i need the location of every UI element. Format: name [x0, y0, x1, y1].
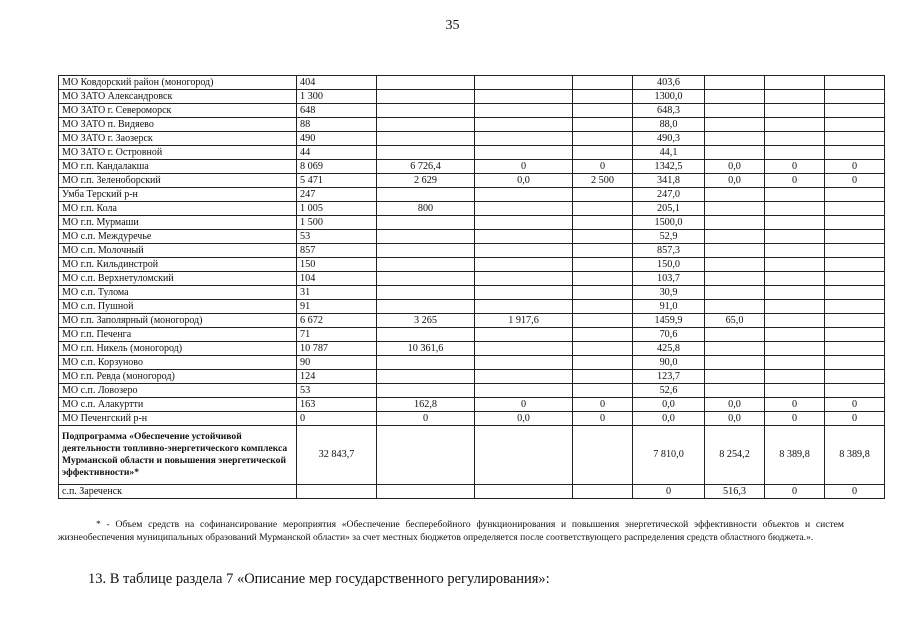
- value-cell-c3: [475, 188, 573, 202]
- value-cell-c8: [825, 328, 885, 342]
- value-cell-c2: [377, 356, 475, 370]
- table-row: [59, 342, 885, 356]
- value-cell-c6: 0,0: [705, 412, 765, 426]
- value-cell-c1: 8 069: [297, 160, 377, 174]
- value-cell-c3: [475, 132, 573, 146]
- value-cell-c5: 1342,5: [633, 160, 705, 174]
- value-cell-c2: [377, 370, 475, 384]
- value-cell-c1: 44: [297, 146, 377, 160]
- section-heading: 13. В таблице раздела 7 «Описание мер государственного регулирования»:: [88, 571, 550, 587]
- value-cell-c4: [573, 90, 633, 104]
- value-cell-c4: [573, 370, 633, 384]
- value-cell-c3: [475, 356, 573, 370]
- value-cell-c5: 123,7: [633, 370, 705, 384]
- value-cell-c6: [705, 216, 765, 230]
- value-cell-c1: 32 843,7: [297, 426, 377, 485]
- row-name-cell: МО с.п. Верхнетуломский: [59, 272, 297, 286]
- value-cell-c7: [765, 342, 825, 356]
- value-cell-c5: 52,9: [633, 230, 705, 244]
- value-cell-c8: [825, 356, 885, 370]
- value-cell-c1: 247: [297, 188, 377, 202]
- row-name-cell: МО ЗАТО г. Североморск: [59, 104, 297, 118]
- value-cell-c8: [825, 370, 885, 384]
- table-row: [59, 300, 885, 314]
- value-cell-c6: 65,0: [705, 314, 765, 328]
- value-cell-c5: 1300,0: [633, 90, 705, 104]
- value-cell-c4: [573, 342, 633, 356]
- row-name-cell: МО ЗАТО г. Островной: [59, 146, 297, 160]
- value-cell-c3: [475, 146, 573, 160]
- value-cell-c8: [825, 244, 885, 258]
- row-name-cell: МО с.п. Пушной: [59, 300, 297, 314]
- value-cell-c8: 0: [825, 160, 885, 174]
- table-row: [59, 356, 885, 370]
- value-cell-c5: 91,0: [633, 300, 705, 314]
- value-cell-c3: 1 917,6: [475, 314, 573, 328]
- table-row: [59, 370, 885, 384]
- value-cell-c8: 0: [825, 412, 885, 426]
- value-cell-c4: [573, 356, 633, 370]
- table-body: [59, 76, 885, 499]
- value-cell-c2: [377, 384, 475, 398]
- value-cell-c2: 162,8: [377, 398, 475, 412]
- row-name-cell: МО ЗАТО Александровск: [59, 90, 297, 104]
- value-cell-c1: 124: [297, 370, 377, 384]
- value-cell-c2: 6 726,4: [377, 160, 475, 174]
- row-name-cell: МО г.п. Печенга: [59, 328, 297, 342]
- row-name-cell: МО г.п. Кильдинстрой: [59, 258, 297, 272]
- value-cell-c4: [573, 188, 633, 202]
- value-cell-c1: 53: [297, 230, 377, 244]
- value-cell-c5: 7 810,0: [633, 426, 705, 485]
- value-cell-c2: 800: [377, 202, 475, 216]
- value-cell-c2: [377, 328, 475, 342]
- value-cell-c2: [377, 132, 475, 146]
- value-cell-c5: 425,8: [633, 342, 705, 356]
- table-row: [59, 90, 885, 104]
- value-cell-c4: [573, 426, 633, 485]
- row-name-cell: Подпрограмма «Обеспечение устойчивой деятельности топливно-энергетического комплекса Мурманской области и повышения энергетической эффективности»*: [59, 426, 297, 485]
- table-row: [59, 146, 885, 160]
- value-cell-c6: 0,0: [705, 398, 765, 412]
- row-name-cell: МО г.п. Никель (моногород): [59, 342, 297, 356]
- value-cell-c7: [765, 328, 825, 342]
- value-cell-c5: 70,6: [633, 328, 705, 342]
- value-cell-c6: 516,3: [705, 485, 765, 499]
- value-cell-c1: 104: [297, 272, 377, 286]
- table-row: [59, 258, 885, 272]
- row-name-cell: МО с.п. Междуречье: [59, 230, 297, 244]
- value-cell-c6: [705, 356, 765, 370]
- value-cell-c1: 53: [297, 384, 377, 398]
- value-cell-c3: [475, 104, 573, 118]
- value-cell-c6: [705, 258, 765, 272]
- value-cell-c2: 3 265: [377, 314, 475, 328]
- value-cell-c7: [765, 244, 825, 258]
- value-cell-c1: 0: [297, 412, 377, 426]
- value-cell-c5: 205,1: [633, 202, 705, 216]
- value-cell-c6: [705, 132, 765, 146]
- value-cell-c4: [573, 216, 633, 230]
- value-cell-c3: [475, 258, 573, 272]
- value-cell-c5: 490,3: [633, 132, 705, 146]
- row-name-cell: МО с.п. Тулома: [59, 286, 297, 300]
- value-cell-c1: 5 471: [297, 174, 377, 188]
- value-cell-c6: [705, 202, 765, 216]
- value-cell-c2: [377, 426, 475, 485]
- value-cell-c5: 90,0: [633, 356, 705, 370]
- value-cell-c3: [475, 286, 573, 300]
- value-cell-c8: [825, 118, 885, 132]
- value-cell-c1: 31: [297, 286, 377, 300]
- row-name-cell: МО г.п. Мурмаши: [59, 216, 297, 230]
- table-row: [59, 426, 885, 485]
- value-cell-c8: [825, 202, 885, 216]
- value-cell-c4: [573, 384, 633, 398]
- value-cell-c8: [825, 384, 885, 398]
- row-name-cell: МО г.п. Зеленоборский: [59, 174, 297, 188]
- value-cell-c1: 91: [297, 300, 377, 314]
- value-cell-c1: 1 005: [297, 202, 377, 216]
- value-cell-c2: [377, 90, 475, 104]
- row-name-cell: МО г.п. Кола: [59, 202, 297, 216]
- value-cell-c2: [377, 230, 475, 244]
- value-cell-c4: [573, 230, 633, 244]
- value-cell-c3: [475, 118, 573, 132]
- value-cell-c5: 0,0: [633, 412, 705, 426]
- value-cell-c6: [705, 272, 765, 286]
- value-cell-c4: [573, 76, 633, 90]
- row-name-cell: МО с.п. Корзуново: [59, 356, 297, 370]
- value-cell-c5: 403,6: [633, 76, 705, 90]
- value-cell-c8: [825, 286, 885, 300]
- value-cell-c7: [765, 104, 825, 118]
- value-cell-c2: [377, 216, 475, 230]
- value-cell-c4: [573, 132, 633, 146]
- value-cell-c3: 0: [475, 160, 573, 174]
- value-cell-c5: 44,1: [633, 146, 705, 160]
- value-cell-c6: [705, 244, 765, 258]
- value-cell-c5: 857,3: [633, 244, 705, 258]
- value-cell-c8: [825, 90, 885, 104]
- value-cell-c4: 0: [573, 412, 633, 426]
- value-cell-c4: [573, 202, 633, 216]
- value-cell-c1: 404: [297, 76, 377, 90]
- value-cell-c3: [475, 384, 573, 398]
- value-cell-c6: [705, 328, 765, 342]
- value-cell-c7: 0: [765, 398, 825, 412]
- value-cell-c6: 8 254,2: [705, 426, 765, 485]
- value-cell-c6: [705, 300, 765, 314]
- value-cell-c7: [765, 118, 825, 132]
- value-cell-c7: [765, 300, 825, 314]
- value-cell-c2: [377, 485, 475, 499]
- table-row: [59, 216, 885, 230]
- value-cell-c8: [825, 272, 885, 286]
- value-cell-c7: [765, 216, 825, 230]
- value-cell-c7: [765, 76, 825, 90]
- value-cell-c6: [705, 342, 765, 356]
- value-cell-c7: 0: [765, 485, 825, 499]
- value-cell-c5: 0,0: [633, 398, 705, 412]
- value-cell-c7: [765, 314, 825, 328]
- value-cell-c8: [825, 104, 885, 118]
- value-cell-c1: 857: [297, 244, 377, 258]
- value-cell-c2: [377, 244, 475, 258]
- value-cell-c8: [825, 216, 885, 230]
- value-cell-c1: 71: [297, 328, 377, 342]
- value-cell-c5: 0: [633, 485, 705, 499]
- value-cell-c7: [765, 356, 825, 370]
- value-cell-c6: [705, 230, 765, 244]
- table-row: [59, 272, 885, 286]
- value-cell-c1: 90: [297, 356, 377, 370]
- value-cell-c8: [825, 300, 885, 314]
- row-name-cell: с.п. Зареченск: [59, 485, 297, 499]
- table-row: [59, 118, 885, 132]
- table-row: [59, 286, 885, 300]
- value-cell-c8: [825, 230, 885, 244]
- value-cell-c1: 88: [297, 118, 377, 132]
- table-row: [59, 160, 885, 174]
- value-cell-c3: 0: [475, 398, 573, 412]
- value-cell-c3: [475, 90, 573, 104]
- value-cell-c8: [825, 146, 885, 160]
- value-cell-c4: [573, 258, 633, 272]
- value-cell-c3: 0,0: [475, 174, 573, 188]
- footnote-text: * - Объем средств на софинансирование мероприятия «Обеспечение бесперебойного функционирования и повышения энергетической эффективности объектов и систем жизнеобеспечения муниципальных образований Мурманской области» за счет местных бюджетов определяется после соответствующего распределения средств областного бюджета.».: [58, 519, 844, 543]
- value-cell-c7: 0: [765, 412, 825, 426]
- value-cell-c1: 163: [297, 398, 377, 412]
- value-cell-c7: 8 389,8: [765, 426, 825, 485]
- value-cell-c6: [705, 76, 765, 90]
- value-cell-c2: [377, 146, 475, 160]
- value-cell-c7: [765, 384, 825, 398]
- value-cell-c2: [377, 272, 475, 286]
- value-cell-c3: [475, 230, 573, 244]
- value-cell-c1: 648: [297, 104, 377, 118]
- table-row: [59, 76, 885, 90]
- value-cell-c6: [705, 370, 765, 384]
- value-cell-c7: 0: [765, 160, 825, 174]
- value-cell-c2: [377, 104, 475, 118]
- value-cell-c6: [705, 90, 765, 104]
- value-cell-c4: [573, 118, 633, 132]
- value-cell-c4: 2 500: [573, 174, 633, 188]
- row-name-cell: Умба Терский р-н: [59, 188, 297, 202]
- value-cell-c5: 88,0: [633, 118, 705, 132]
- table-row: [59, 104, 885, 118]
- row-name-cell: МО с.п. Алакуртти: [59, 398, 297, 412]
- value-cell-c1: 150: [297, 258, 377, 272]
- value-cell-c3: [475, 216, 573, 230]
- value-cell-c4: [573, 300, 633, 314]
- value-cell-c8: [825, 314, 885, 328]
- value-cell-c4: [573, 104, 633, 118]
- funding-table: [58, 75, 885, 499]
- value-cell-c8: 0: [825, 485, 885, 499]
- value-cell-c5: 1500,0: [633, 216, 705, 230]
- value-cell-c4: [573, 314, 633, 328]
- value-cell-c2: [377, 188, 475, 202]
- value-cell-c6: 0,0: [705, 174, 765, 188]
- value-cell-c6: [705, 104, 765, 118]
- value-cell-c5: 247,0: [633, 188, 705, 202]
- value-cell-c5: 341,8: [633, 174, 705, 188]
- value-cell-c8: 0: [825, 398, 885, 412]
- row-name-cell: МО г.п. Заполярный (моногород): [59, 314, 297, 328]
- value-cell-c2: 0: [377, 412, 475, 426]
- table-row: [59, 230, 885, 244]
- value-cell-c4: [573, 146, 633, 160]
- row-name-cell: МО г.п. Кандалакша: [59, 160, 297, 174]
- row-name-cell: МО с.п. Молочный: [59, 244, 297, 258]
- value-cell-c8: [825, 132, 885, 146]
- value-cell-c1: 490: [297, 132, 377, 146]
- value-cell-c2: [377, 286, 475, 300]
- value-cell-c3: [475, 272, 573, 286]
- value-cell-c6: [705, 118, 765, 132]
- value-cell-c1: 6 672: [297, 314, 377, 328]
- value-cell-c3: [475, 370, 573, 384]
- value-cell-c7: [765, 90, 825, 104]
- value-cell-c7: 0: [765, 174, 825, 188]
- value-cell-c8: 8 389,8: [825, 426, 885, 485]
- value-cell-c2: [377, 76, 475, 90]
- value-cell-c3: [475, 426, 573, 485]
- value-cell-c7: [765, 286, 825, 300]
- value-cell-c6: [705, 286, 765, 300]
- row-name-cell: МО г.п. Ревда (моногород): [59, 370, 297, 384]
- value-cell-c3: 0,0: [475, 412, 573, 426]
- value-cell-c2: [377, 300, 475, 314]
- table-row: [59, 328, 885, 342]
- table-row: [59, 398, 885, 412]
- value-cell-c6: [705, 384, 765, 398]
- value-cell-c3: [475, 300, 573, 314]
- table-row: [59, 384, 885, 398]
- value-cell-c3: [475, 328, 573, 342]
- row-name-cell: МО с.п. Ловозеро: [59, 384, 297, 398]
- value-cell-c5: 150,0: [633, 258, 705, 272]
- table-row: [59, 202, 885, 216]
- row-name-cell: МО ЗАТО г. Заозерск: [59, 132, 297, 146]
- value-cell-c4: [573, 485, 633, 499]
- value-cell-c2: [377, 118, 475, 132]
- value-cell-c8: 0: [825, 174, 885, 188]
- value-cell-c5: 30,9: [633, 286, 705, 300]
- value-cell-c4: [573, 286, 633, 300]
- footnote: [58, 518, 844, 544]
- value-cell-c1: [297, 485, 377, 499]
- value-cell-c3: [475, 342, 573, 356]
- table-row: [59, 174, 885, 188]
- value-cell-c2: 2 629: [377, 174, 475, 188]
- value-cell-c3: [475, 202, 573, 216]
- value-cell-c8: [825, 188, 885, 202]
- value-cell-c1: 1 300: [297, 90, 377, 104]
- row-name-cell: МО Печенгский р-н: [59, 412, 297, 426]
- table-row: [59, 188, 885, 202]
- value-cell-c3: [475, 485, 573, 499]
- value-cell-c2: 10 361,6: [377, 342, 475, 356]
- row-name-cell: МО ЗАТО п. Видяево: [59, 118, 297, 132]
- value-cell-c1: 1 500: [297, 216, 377, 230]
- table-row: [59, 244, 885, 258]
- value-cell-c8: [825, 258, 885, 272]
- value-cell-c3: [475, 76, 573, 90]
- row-name-cell: МО Ковдорский район (моногород): [59, 76, 297, 90]
- value-cell-c4: 0: [573, 160, 633, 174]
- value-cell-c6: [705, 146, 765, 160]
- table-row: [59, 412, 885, 426]
- table-row: [59, 132, 885, 146]
- table-row: [59, 314, 885, 328]
- page-number: 35: [445, 18, 460, 33]
- table-row: [59, 485, 885, 499]
- value-cell-c4: [573, 272, 633, 286]
- value-cell-c5: 52,6: [633, 384, 705, 398]
- value-cell-c6: [705, 188, 765, 202]
- value-cell-c5: 1459,9: [633, 314, 705, 328]
- value-cell-c5: 103,7: [633, 272, 705, 286]
- value-cell-c4: 0: [573, 398, 633, 412]
- value-cell-c4: [573, 244, 633, 258]
- value-cell-c3: [475, 244, 573, 258]
- value-cell-c6: 0,0: [705, 160, 765, 174]
- value-cell-c5: 648,3: [633, 104, 705, 118]
- value-cell-c7: [765, 258, 825, 272]
- value-cell-c7: [765, 188, 825, 202]
- value-cell-c7: [765, 132, 825, 146]
- value-cell-c8: [825, 342, 885, 356]
- value-cell-c7: [765, 230, 825, 244]
- value-cell-c8: [825, 76, 885, 90]
- value-cell-c7: [765, 272, 825, 286]
- value-cell-c2: [377, 258, 475, 272]
- value-cell-c1: 10 787: [297, 342, 377, 356]
- value-cell-c4: [573, 328, 633, 342]
- value-cell-c7: [765, 146, 825, 160]
- value-cell-c7: [765, 202, 825, 216]
- value-cell-c7: [765, 370, 825, 384]
